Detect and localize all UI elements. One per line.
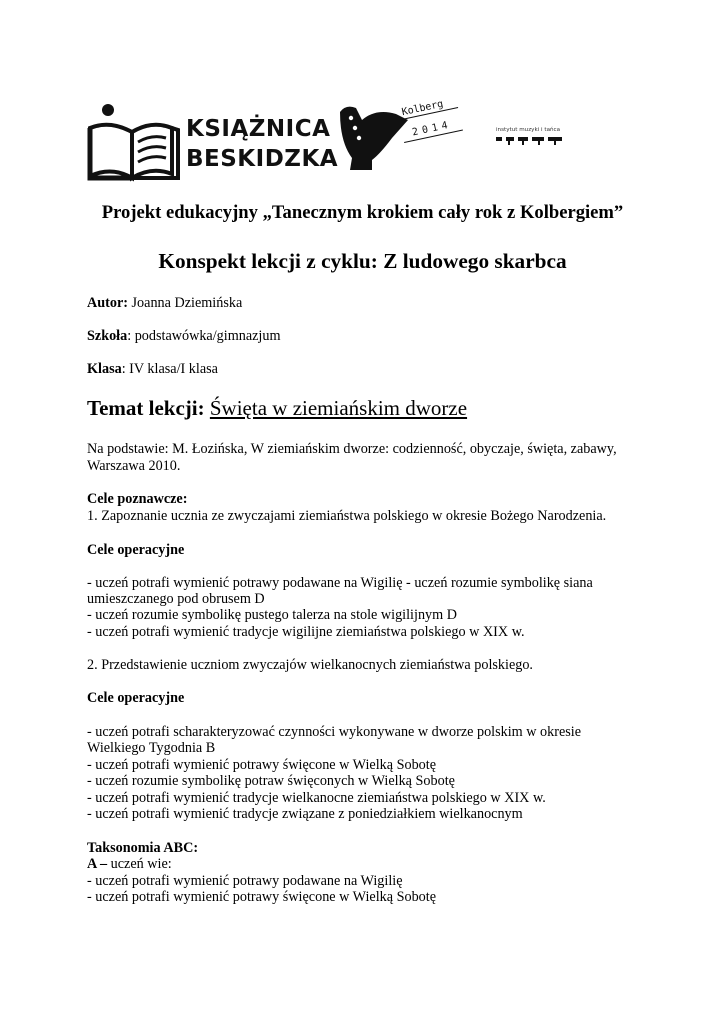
book-icon (90, 104, 178, 178)
taksonomia-heading: Taksonomia ABC: (87, 840, 199, 856)
cele-poznawcze-item1: 1. Zapoznanie ucznia ze zwyczajami ziemiaństwa polskiego w okresie Bożego Narodzenia. (87, 508, 607, 524)
author-label: Autor: (87, 295, 128, 311)
kolberg-word: Kolberg (400, 98, 445, 119)
header-logos (0, 0, 725, 200)
class-value: : IV klasa/I klasa (121, 361, 218, 377)
taksonomia-a-label: A – (87, 856, 108, 872)
list-item: - uczeń potrafi wymienić potrawy święcone w Wielką Sobotę (87, 889, 437, 905)
list-item: - uczeń potrafi wymienić potrawy podawane na Wigilię (87, 873, 403, 889)
logo-ksiaznica-line2: BESKIDZKA (186, 146, 339, 172)
school-value: : podstawówka/gimnazjum (127, 328, 281, 344)
list-item: - uczeń potrafi wymienić tradycje wigilijne ziemiaństwa polskiego w XIX w. (87, 624, 525, 640)
list-item: - uczeń potrafi wymienić potrawy podawane na Wigilię - uczeń rozumie symbolikę siana (87, 575, 593, 591)
school-line (87, 328, 281, 344)
imit-text: instytut muzyki i tańca (496, 127, 561, 133)
lesson-topic (87, 396, 467, 421)
author-value: Joanna Dziemińska (127, 295, 243, 311)
list-item: Wielkiego Tygodnia B (87, 740, 216, 756)
list-item: - uczeń potrafi wymienić tradycje związane z poniedziałkiem wielkanocnym (87, 806, 523, 822)
list-item: - uczeń rozumie symbolikę pustego talerza na stole wigilijnym D (87, 607, 457, 623)
school-label: Szkoła (87, 328, 128, 344)
source-line-2: Warszawa 2010. (87, 458, 181, 474)
item-2: 2. Przedstawienie uczniom zwyczajów wielkanocnych ziemiaństwa polskiego. (87, 657, 533, 673)
source-line-1: Na podstawie: M. Łozińska, W ziemiańskim dworze: codzienność, obyczaje, święta, zabawy, (87, 441, 617, 457)
list-item: - uczeń rozumie symbolikę potraw święconych w Wielką Sobotę (87, 773, 455, 789)
topic-label: Temat lekcji: (87, 396, 210, 420)
list-item: - uczeń potrafi scharakteryzować czynności wykonywane w dworze polskim w okresie (87, 724, 582, 740)
list-item: umieszczanego pod obrusem D (87, 591, 265, 607)
lesson-subtitle: Konspekt lekcji z cyklu: Z ludowego skarbca (158, 249, 567, 273)
taksonomia-a (87, 856, 172, 872)
kolberg-badge (397, 96, 463, 143)
kolberg-year: 2014 (411, 119, 453, 139)
class-line (87, 361, 218, 377)
author-line (87, 295, 242, 311)
taksonomia-a-value: uczeń wie: (107, 856, 172, 872)
project-title: Projekt edukacyjny „Tanecznym krokiem cały rok z Kolbergiem” (101, 202, 624, 223)
bird-icon (340, 107, 408, 170)
logo-ksiaznica-line1: KSIĄŻNICA (186, 116, 331, 142)
cele-operacyjne-heading-2: Cele operacyjne (87, 690, 185, 706)
cele-operacyjne-heading-1: Cele operacyjne (87, 542, 185, 558)
topic-value: Święta w ziemiańskim dworze (209, 396, 468, 420)
imit-logo (496, 126, 562, 145)
list-item: - uczeń potrafi wymienić potrawy święcone w Wielką Sobotę (87, 757, 437, 773)
list-item: - uczeń potrafi wymienić tradycje wielkanocne ziemiaństwa polskiego w XIX w. (87, 790, 546, 806)
cele-poznawcze-heading: Cele poznawcze: (87, 491, 188, 507)
class-label: Klasa (87, 361, 122, 377)
